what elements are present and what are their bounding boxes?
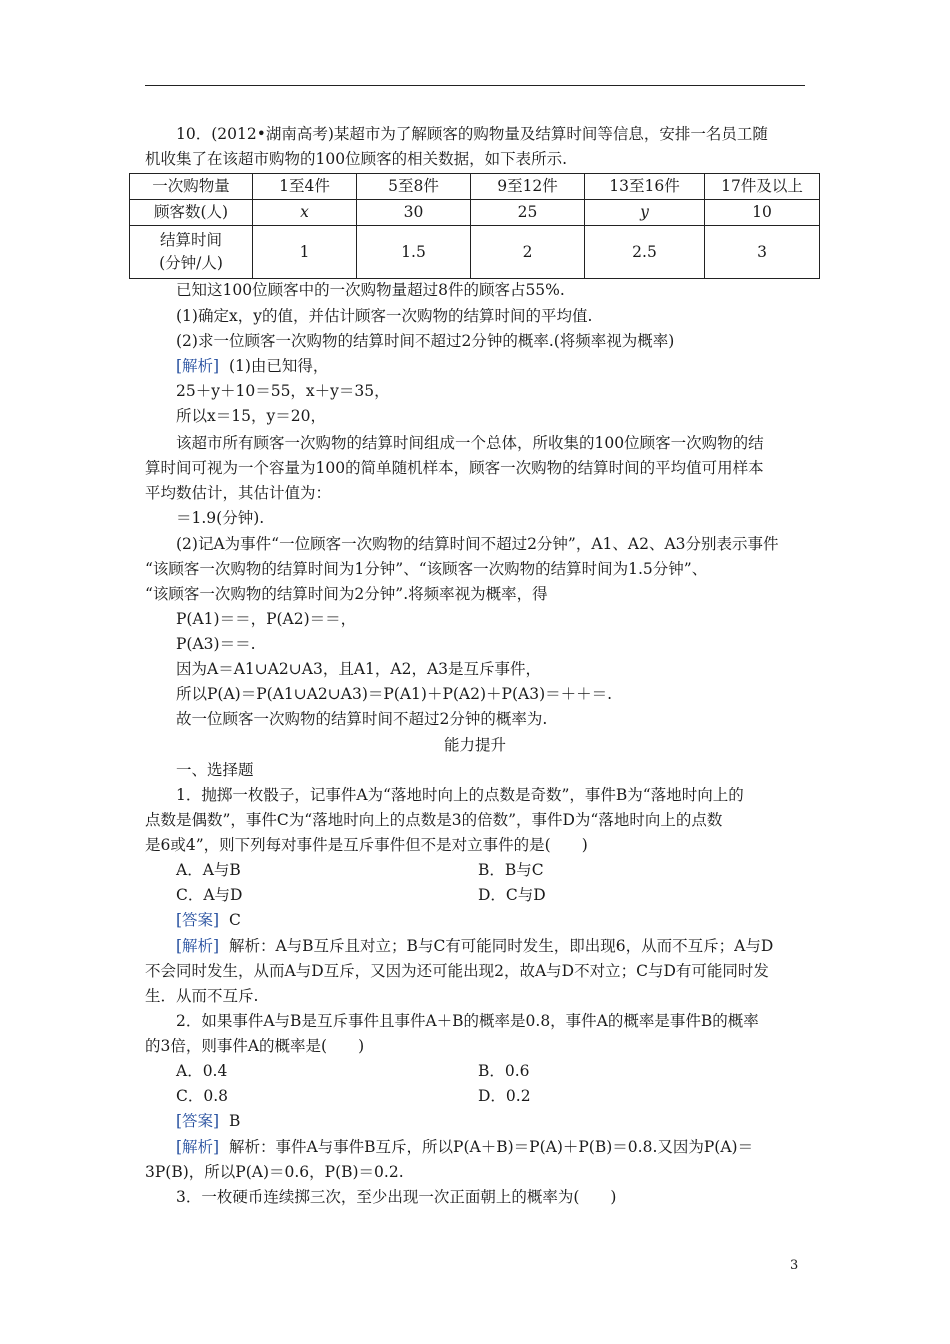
q1-option-b: B．B与C: [478, 861, 544, 879]
q1-option-a: A．A与B: [176, 861, 241, 879]
table-cell: [253, 200, 357, 226]
solution-line: 所以x＝15，y＝20，: [176, 407, 326, 425]
given-text: 已知这100位顾客中的一次购物量超过8件的顾客占55%.: [176, 281, 565, 299]
question-1: (1)确定x，y的值，并估计顾客一次购物的结算时间的平均值.: [176, 307, 593, 325]
table-cell: [130, 226, 253, 279]
solution-line: 算时间可视为一个容量为100的简单随机样本，顾客一次购物的结算时间的平均值可用样本: [145, 459, 764, 477]
solution-line: ＝1.9(分钟).: [176, 509, 265, 527]
question-2: (2)求一位顾客一次购物的结算时间不超过2分钟的概率.(将频率视为概率): [176, 332, 675, 350]
table-cell: 1至4件: [253, 174, 357, 200]
page-number: 3: [790, 1258, 799, 1273]
q1-option-c: C．A与D: [176, 886, 243, 904]
table-cell: 10: [705, 200, 820, 226]
solution-line: 所以P(A)＝P(A1∪A2∪A3)＝P(A1)＋P(A2)＋P(A3)＝＋＋＝.: [176, 685, 613, 703]
solution-line: P(A1)＝＝，P(A2)＝＝，: [176, 610, 357, 628]
solution-start: [176, 354, 813, 379]
q2-line1: 2．如果事件A与B是互斥事件且事件A＋B的概率是0.8，事件A的概率是事件B的概率: [176, 1012, 759, 1030]
solution-line: “该顾客一次购物的结算时间为2分钟”.将频率视为概率，得: [145, 585, 548, 603]
q2-line2: 的3倍，则事件A的概率是( ): [145, 1037, 365, 1055]
jiexi-tag: [解析]: [176, 357, 220, 375]
q3-line1: 3．一枚硬币连续掷三次，至少出现一次正面朝上的概率为( ): [176, 1188, 617, 1206]
q1-line3: 是6或4”，则下列每对事件是互斥事件但不是对立事件的是( ): [145, 836, 588, 854]
time-label-line2: (分钟/人): [159, 254, 223, 272]
explanation-line: 3P(B)，所以P(A)＝0.6，P(B)＝0.2.: [145, 1163, 404, 1181]
q2-option-a: A．0.4: [176, 1062, 228, 1080]
jiexi-tag: [解析]: [176, 937, 220, 955]
table-row: [130, 200, 820, 226]
solution-line: 平均数估计，其估计值为：: [145, 484, 332, 502]
explanation-line: 解析：事件A与事件B互斥，所以P(A＋B)＝P(A)＋P(B)＝0.8.又因为P(A)＝: [228, 1138, 754, 1156]
shopping-data-table: [129, 173, 820, 279]
q2-option-b: B．0.6: [478, 1062, 530, 1080]
explanation-line: 解析：A与B互斥且对立；B与C有可能同时发生，即出现6，从而不互斥；A与D: [228, 937, 774, 955]
answer-value: B: [228, 1112, 241, 1130]
header-rule: [145, 85, 805, 86]
solution-line: (2)记A为事件“一位顾客一次购物的结算时间不超过2分钟”，A1、A2、A3分别表示事件: [176, 535, 779, 553]
table-cell: 13至16件: [585, 174, 705, 200]
solution-line: P(A3)＝＝.: [176, 635, 256, 653]
table-cell: 5至8件: [357, 174, 471, 200]
problem10-line1: 10．(2012•湖南高考)某超市为了解顾客的购物量及结算时间等信息，安排一名员工随: [176, 125, 768, 143]
q1-option-d: D．C与D: [478, 886, 546, 904]
section-title: 能力提升: [443, 736, 506, 754]
answer-value: C: [228, 911, 241, 929]
q1-explanation: [176, 934, 813, 959]
table-cell: 1: [253, 226, 357, 279]
q1-line1: 1．抛掷一枚骰子，记事件A为“落地时向上的点数是奇数”，事件B为“落地时向上的: [176, 786, 744, 804]
q2-answer: [176, 1109, 813, 1134]
q1-line2: 点数是偶数”，事件C为“落地时向上的点数是3的倍数”，事件D为“落地时向上的点数: [145, 811, 723, 829]
var-x: x: [300, 203, 309, 221]
solution-line: 故一位顾客一次购物的结算时间不超过2分钟的概率为.: [176, 710, 548, 728]
table-cell: 一次购物量: [130, 174, 253, 200]
problem10-line2: 机收集了在该超市购物的100位顾客的相关数据，如下表所示.: [145, 150, 568, 168]
table-cell: 30: [357, 200, 471, 226]
jiexi-tag: [解析]: [176, 1138, 220, 1156]
answer-tag: [答案]: [176, 911, 220, 929]
table-row: [130, 226, 820, 279]
table-cell: 2: [471, 226, 585, 279]
solution-line: (1)由已知得，: [228, 357, 329, 375]
explanation-line: 不会同时发生，从而A与D互斥，又因为还可能出现2，故A与D不对立；C与D有可能同时发: [145, 962, 769, 980]
solution-line: 该超市所有顾客一次购物的结算时间组成一个总体，所收集的100位顾客一次购物的结: [176, 434, 764, 452]
table-cell: 17件及以上: [705, 174, 820, 200]
q2-option-d: D．0.2: [478, 1087, 531, 1105]
solution-line: 25＋y＋10＝55，x＋y＝35，: [176, 382, 390, 400]
time-label-line1: 结算时间: [159, 231, 222, 249]
q2-option-c: C．0.8: [176, 1087, 229, 1105]
table-cell: 顾客数(人): [130, 200, 253, 226]
table-cell: [585, 200, 705, 226]
table-cell: 1.5: [357, 226, 471, 279]
var-y: y: [640, 203, 649, 221]
table-row: [130, 174, 820, 200]
answer-tag: [答案]: [176, 1112, 220, 1130]
table-cell: 2.5: [585, 226, 705, 279]
table-cell: 9至12件: [471, 174, 585, 200]
table-cell: 3: [705, 226, 820, 279]
solution-line: 因为A＝A1∪A2∪A3，且A1，A2，A3是互斥事件，: [176, 660, 542, 678]
part-title: 一、选择题: [176, 761, 254, 779]
explanation-line: 生．从而不互斥.: [145, 987, 259, 1005]
q2-explanation: [176, 1135, 813, 1160]
q1-answer: [176, 908, 813, 933]
table-cell: 25: [471, 200, 585, 226]
solution-line: “该顾客一次购物的结算时间为1分钟”、“该顾客一次购物的结算时间为1.5分钟”、: [145, 560, 708, 578]
